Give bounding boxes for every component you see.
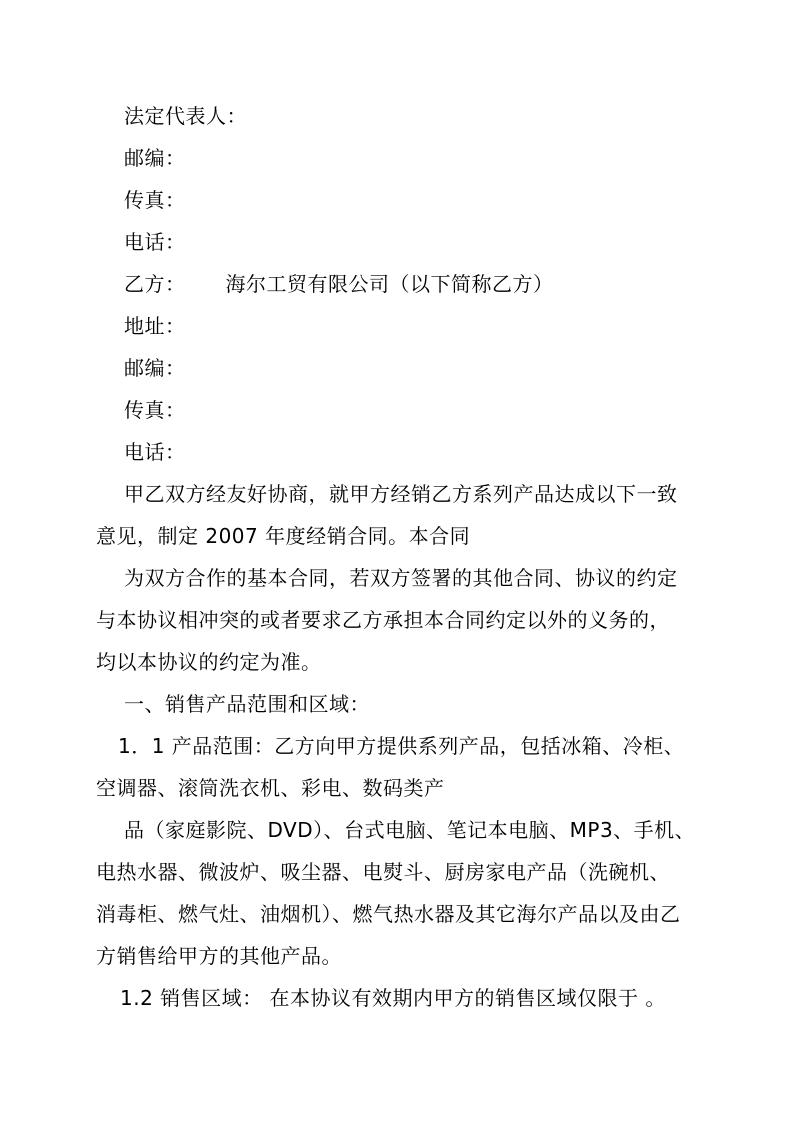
party-b-label: 乙方： <box>124 272 186 296</box>
section-1-heading: 一、销售产品范围和区域： <box>124 692 370 716</box>
clause-1-1-line-3: 品（家庭影院、DVD）、台式电脑、笔记本电脑、MP3、手机、 <box>124 818 696 842</box>
party-b-fax-label: 传真： <box>124 398 186 422</box>
party-a-postcode-label: 邮编： <box>124 146 186 170</box>
party-a-fax-label: 传真： <box>124 188 186 212</box>
preamble-line-3: 为双方合作的基本合同，若双方签署的其他合同、协议的约定 <box>124 566 678 590</box>
party-b-postcode-label: 邮编： <box>124 356 186 380</box>
preamble-line-5: 均以本协议的约定为准。 <box>96 650 322 674</box>
clause-1-1-line-4: 电热水器、微波炉、吸尘器、电熨斗、厨房家电产品（洗碗机、 <box>96 860 670 884</box>
preamble-line-2: 意见，制定 2007 年度经销合同。本合同 <box>96 524 471 548</box>
preamble-line-4: 与本协议相冲突的或者要求乙方承担本合同约定以外的义务的， <box>96 608 670 632</box>
party-b-phone-label: 电话： <box>124 440 186 464</box>
clause-1-2-line-1: 1.2 销售区域： 在本协议有效期内甲方的销售区域仅限于 。 <box>120 986 666 1010</box>
party-a-phone-label: 电话： <box>124 230 186 254</box>
preamble-line-1: 甲乙双方经友好协商，就甲方经销乙方系列产品达成以下一致 <box>124 482 678 506</box>
party-b-address-label: 地址： <box>124 314 186 338</box>
party-b-row <box>124 272 554 296</box>
legal-rep-label: 法定代表人： <box>124 104 247 128</box>
clause-1-1-line-6: 方销售给甲方的其他产品。 <box>96 944 342 968</box>
clause-1-1-line-2: 空调器、滚筒洗衣机、彩电、数码类产 <box>96 776 445 800</box>
clause-1-1-line-1: 1．1 产品范围：乙方向甲方提供系列产品，包括冰箱、冷柜、 <box>118 734 685 758</box>
clause-1-1-line-5: 消毒柜、燃气灶、油烟机）、燃气热水器及其它海尔产品以及由乙 <box>96 902 681 926</box>
party-b-name: 海尔工贸有限公司（以下简称乙方） <box>225 272 554 296</box>
